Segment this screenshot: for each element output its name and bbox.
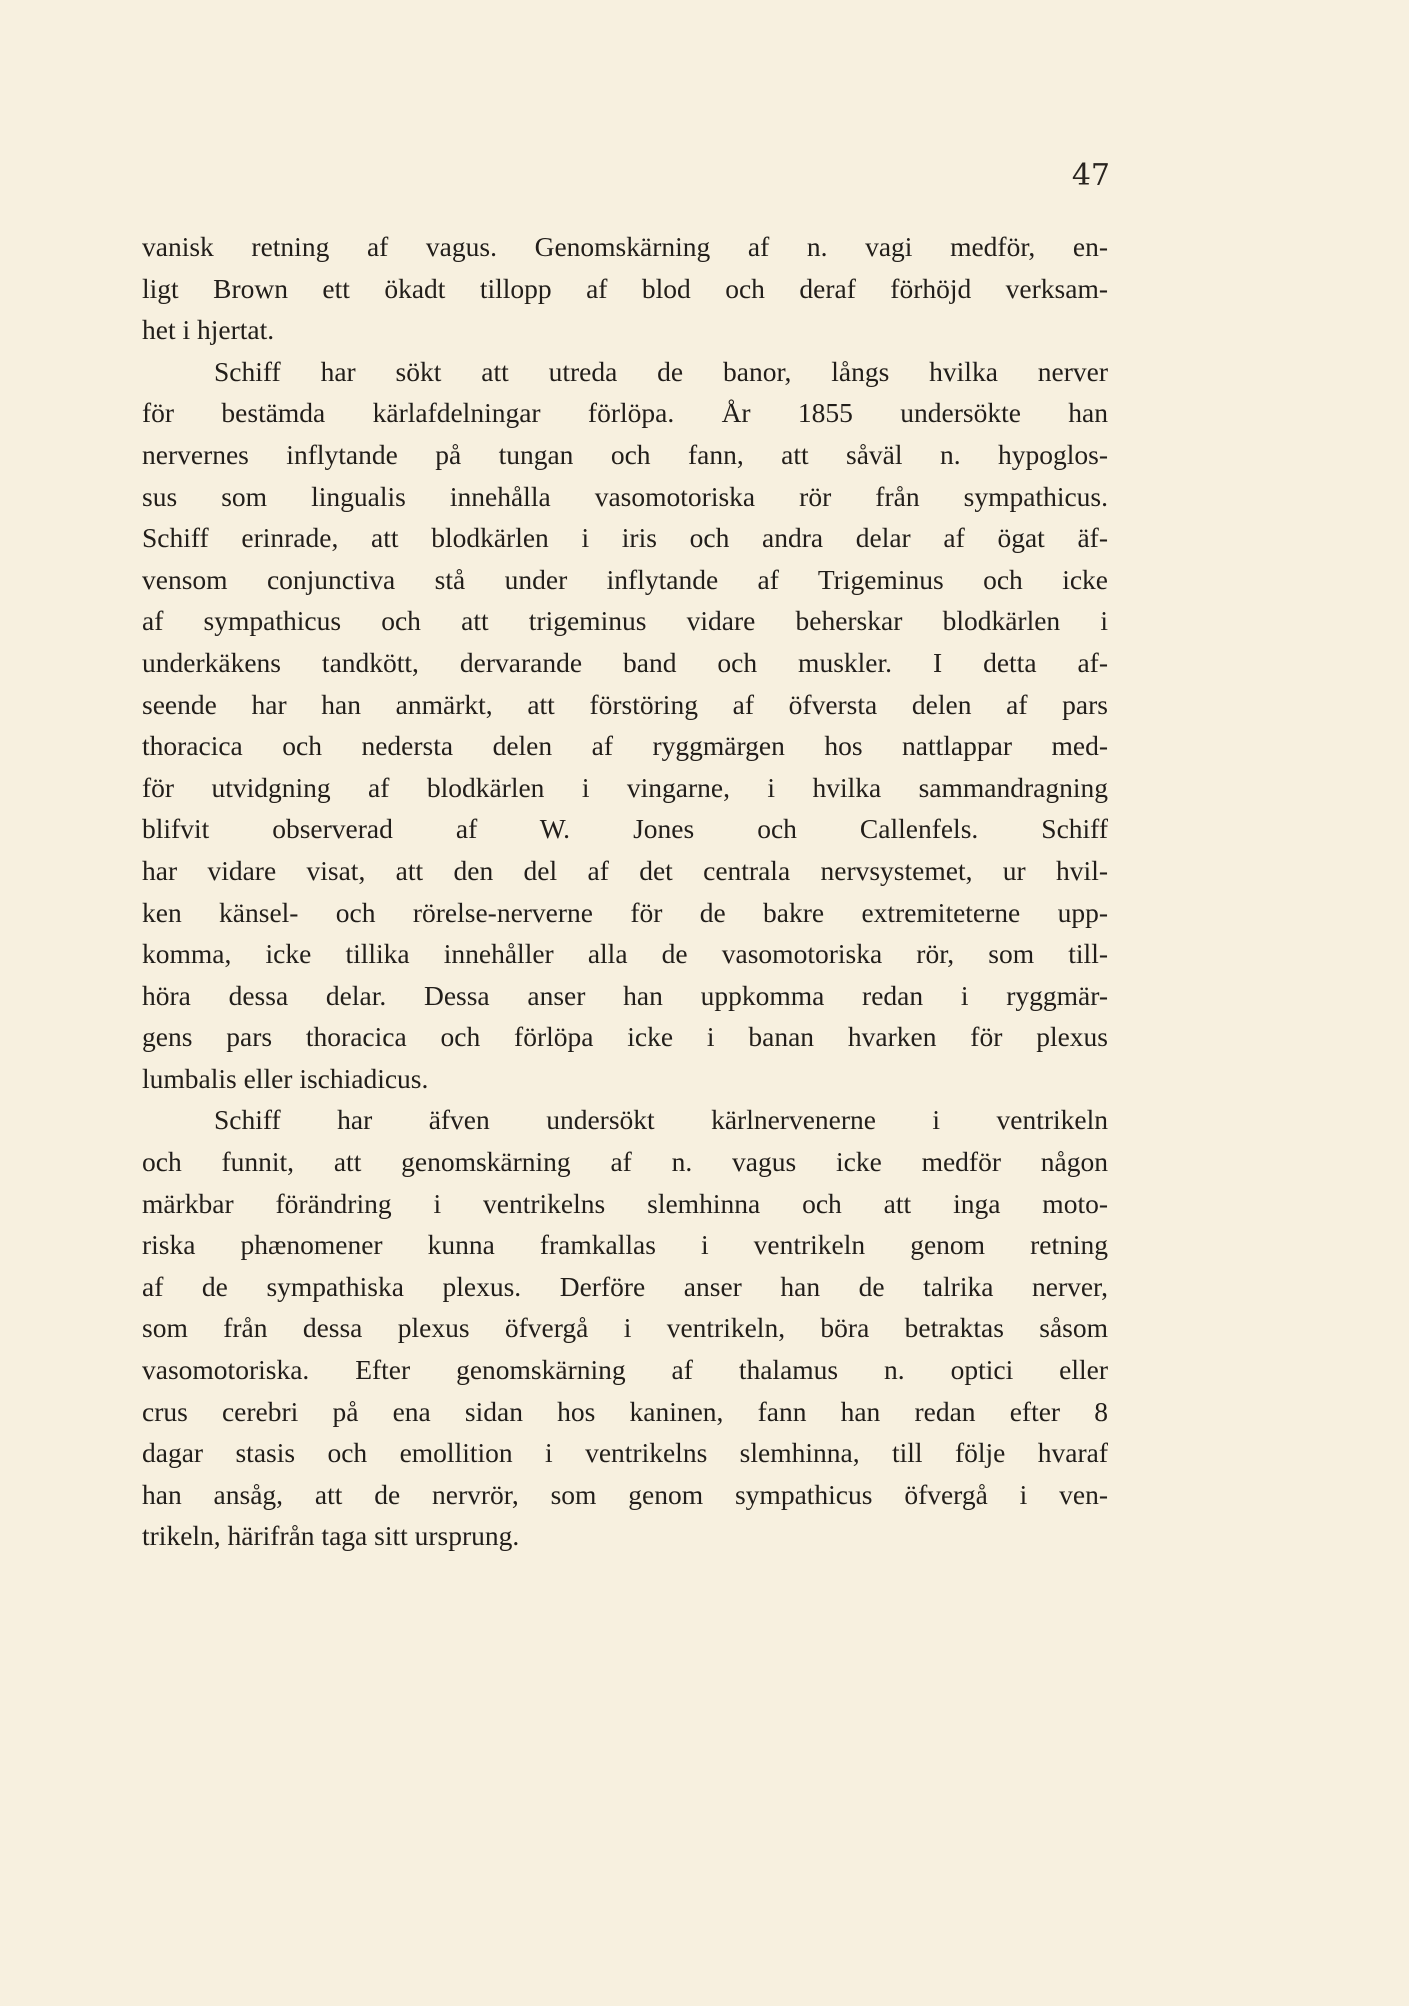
text-line: nervernes inflytande på tungan och fann, att såväl n. hypoglos- [142,438,1108,470]
text-line: crus cerebri på ena sidan hos kaninen, fann han redan efter 8 [142,1395,1108,1427]
text-line: ligt Brown ett ökadt tillopp af blod och deraf förhöjd verksam- [142,272,1108,304]
text-line: Schiff har sökt att utreda de banor, långs hvilka nerver [214,355,1108,387]
text-line: af sympathicus och att trigeminus vidare beherskar blodkärlen i [142,605,1108,637]
page-number: 47 [1071,158,1110,193]
text-line: sus som lingualis innehålla vasomotoriska rör från sympathicus. [142,480,1108,512]
text-line: blifvit observerad af W. Jones och Callenfels. Schiff [142,813,1108,845]
text-line: för utvidgning af blodkärlen i vingarne, i hvilka sammandragning [142,771,1108,803]
text-line: lumbalis eller ischiadicus. [142,1062,429,1094]
text-line: vanisk retning af vagus. Genomskärning af n. vagi medför, en- [142,231,1108,262]
text-line: vensom conjunctiva stå under inflytande af Trigeminus och icke [142,563,1108,595]
text-line: och funnit, att genomskärning af n. vagus icke medför någon [142,1146,1108,1178]
text-line: Schiff har äfven undersökt kärlnervenerne i ventrikeln [214,1104,1108,1136]
body-text [142,226,1108,1557]
text-line: höra dessa delar. Dessa anser han uppkomma redan i ryggmär- [142,979,1108,1011]
text-line: af de sympathiska plexus. Derföre anser han de talrika nerver, [142,1270,1108,1302]
text-line: underkäkens tandkött, dervarande band och muskler. I detta af- [142,646,1108,678]
text-line: het i hjertat. [142,314,275,346]
text-line: som från dessa plexus öfvergå i ventrikeln, böra betraktas såsom [142,1312,1108,1344]
text-line: Schiff erinrade, att blodkärlen i iris och andra delar af ögat äf- [142,522,1108,554]
text-line: för bestämda kärlafdelningar förlöpa. År 1855 undersökte han [142,397,1108,429]
text-line: han ansåg, att de nervrör, som genom sympathicus öfvergå i ven- [142,1478,1108,1510]
text-line: ken känsel- och rörelse-nerverne för de bakre extremiteterne upp- [142,896,1108,928]
text-line: dagar stasis och emollition i ventrikelns slemhinna, till följe hvaraf [142,1437,1108,1469]
text-line: har vidare visat, att den del af det centrala nervsystemet, ur hvil- [142,854,1108,886]
text-line: gens pars thoracica och förlöpa icke i banan hvarken för plexus [142,1021,1108,1053]
text-line: trikeln, härifrån taga sitt ursprung. [142,1520,520,1552]
text-line: thoracica och nedersta delen af ryggmärgen hos nattlappar med- [142,730,1108,762]
text-line: seende har han anmärkt, att förstöring af öfversta delen af pars [142,688,1108,720]
text-line: märkbar förändring i ventrikelns slemhinna och att inga moto- [142,1187,1108,1219]
text-line: riska phænomener kunna framkallas i ventrikeln genom retning [142,1229,1108,1261]
text-line: komma, icke tillika innehåller alla de vasomotoriska rör, som till- [142,938,1108,970]
text-line: vasomotoriska. Efter genomskärning af thalamus n. optici eller [142,1354,1108,1386]
